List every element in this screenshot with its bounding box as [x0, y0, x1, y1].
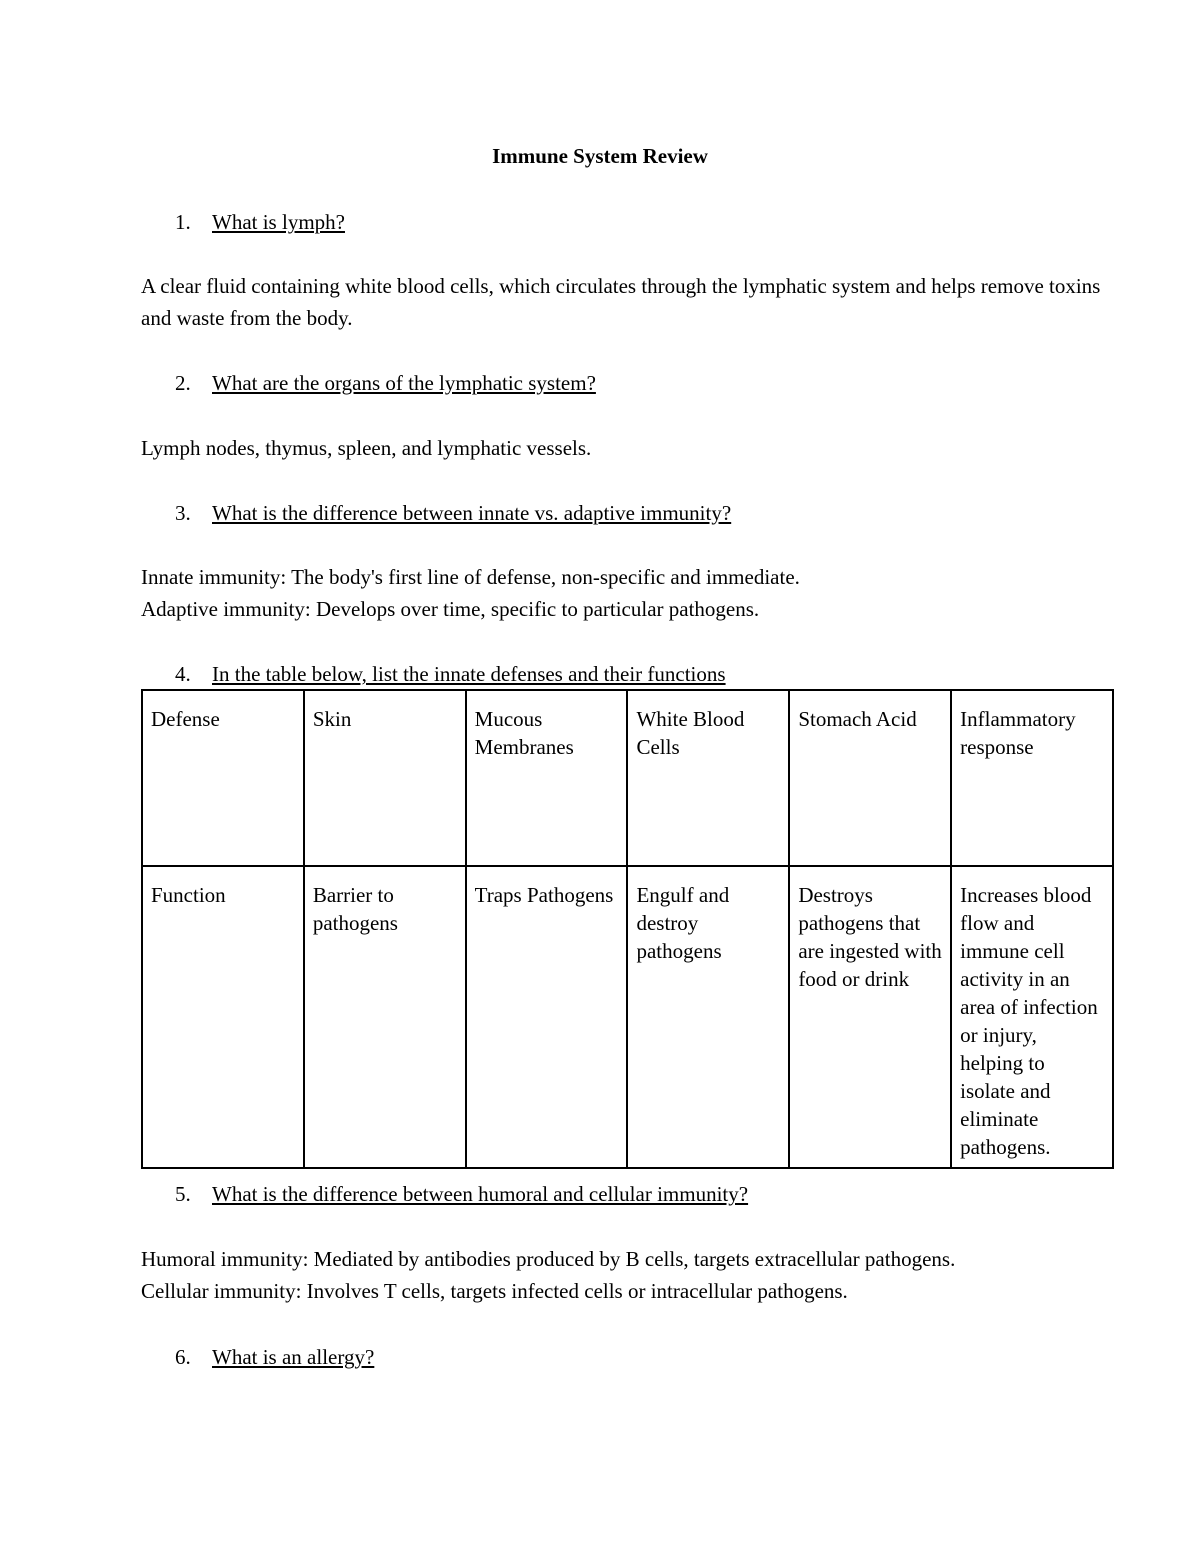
table-cell: Skin: [304, 690, 466, 866]
table-cell: Inflammatory response: [951, 690, 1113, 866]
question-text: What is the difference between humoral and cellular immunity?: [212, 1182, 749, 1206]
question-2: [175, 367, 596, 399]
question-number: 1.: [175, 210, 191, 234]
question-6: [175, 1341, 374, 1373]
document-title: Immune System Review: [492, 144, 708, 168]
answer-line: Lymph nodes, thymus, spleen, and lymphatic vessels.: [141, 436, 592, 460]
question-number: 2.: [175, 371, 191, 395]
answer-line: Innate immunity: The body's first line of defense, non-specific and immediate.: [141, 565, 800, 589]
question-text: In the table below, list the innate defenses and their functions: [212, 662, 726, 686]
question-number: 6.: [175, 1345, 191, 1369]
table-cell: Increases blood flow and immune cell activity in an area of infection or injury, helping to isolate and eliminate pathogens.: [951, 866, 1113, 1168]
question-1: [175, 206, 345, 238]
question-text: What is lymph?: [212, 210, 345, 234]
innate-defenses-table: [141, 689, 1114, 1169]
question-5: [175, 1178, 748, 1210]
table-cell: Destroys pathogens that are ingested with food or drink: [789, 866, 951, 1168]
table-cell: Stomach Acid: [789, 690, 951, 866]
table-cell: Engulf and destroy pathogens: [627, 866, 789, 1168]
question-number: 5.: [175, 1182, 191, 1206]
question-text: What are the organs of the lymphatic system?: [212, 371, 596, 395]
question-number: 4.: [175, 662, 191, 686]
table-cell: Barrier to pathogens: [304, 866, 466, 1168]
answer-5: [141, 1243, 1101, 1307]
answer-line: Humoral immunity: Mediated by antibodies produced by B cells, targets extracellular pathogens.: [141, 1247, 956, 1271]
table-cell: White Blood Cells: [627, 690, 789, 866]
question-number: 3.: [175, 501, 191, 525]
table-cell: Traps Pathogens: [466, 866, 628, 1168]
answer-3: [141, 561, 1101, 625]
table-cell: Function: [142, 866, 304, 1168]
answer-2: [141, 432, 1101, 464]
table-row: [142, 690, 1113, 866]
answer-1: [141, 270, 1101, 334]
question-3: [175, 497, 731, 529]
answer-line: Adaptive immunity: Develops over time, specific to particular pathogens.: [141, 597, 760, 621]
question-text: What is the difference between innate vs. adaptive immunity?: [212, 501, 732, 525]
question-4: [175, 658, 726, 690]
table-cell: Defense: [142, 690, 304, 866]
table-cell: Mucous Membranes: [466, 690, 628, 866]
answer-line: Cellular immunity: Involves T cells, targets infected cells or intracellular pathogens.: [141, 1279, 848, 1303]
table-row: [142, 866, 1113, 1168]
question-text: What is an allergy?: [212, 1345, 375, 1369]
answer-line: A clear fluid containing white blood cells, which circulates through the lymphatic system and helps remove toxins and waste from the body.: [141, 274, 1101, 330]
